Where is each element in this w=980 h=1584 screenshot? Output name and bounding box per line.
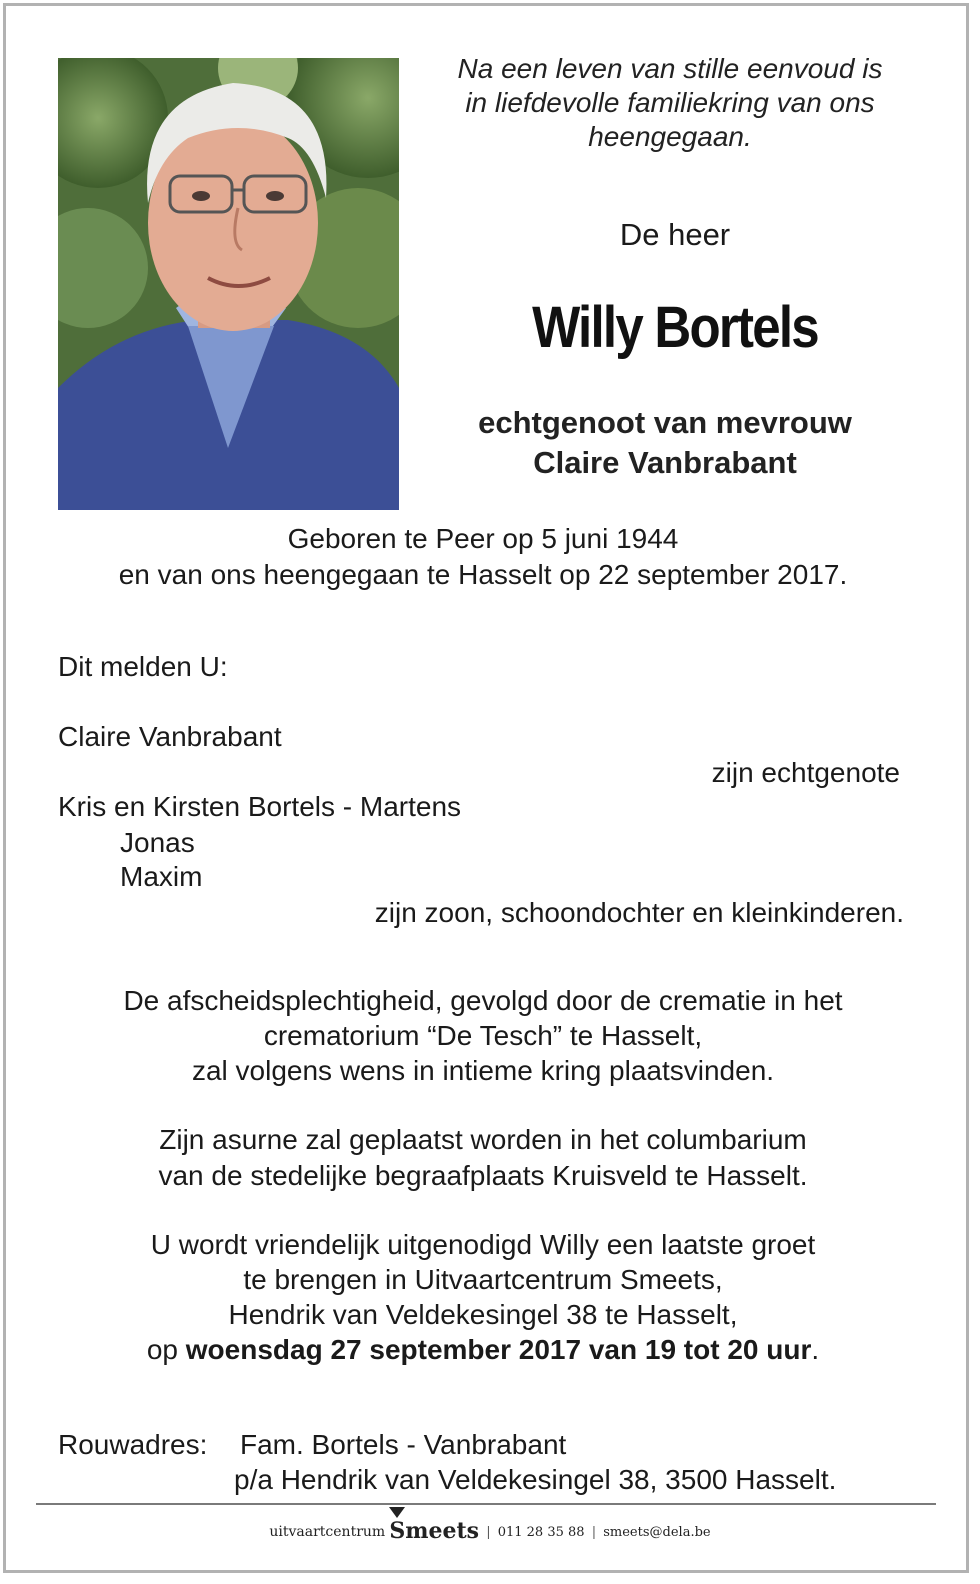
honorific: De heer xyxy=(619,217,731,252)
footer xyxy=(0,1518,980,1544)
invitation-line: te brengen in Uitvaartcentrum Smeets, xyxy=(243,1264,723,1295)
family-relation-spouse: zijn echtgenote xyxy=(711,757,900,788)
invitation-text xyxy=(40,1227,926,1367)
invitation-line: U wordt vriendelijk uitgenodigd Willy een laatste groet xyxy=(150,1229,816,1260)
spouse-line xyxy=(420,403,910,483)
ceremony-text xyxy=(40,983,926,1088)
portrait-photo xyxy=(58,58,399,510)
brand-prefix: uitvaartcentrum xyxy=(269,1524,386,1540)
footer-email: smeets@dela.be xyxy=(603,1525,711,1540)
ceremony-line: zal volgens wens in intieme kring plaatsvinden. xyxy=(191,1055,775,1086)
urn-line: Zijn asurne zal geplaatst worden in het columbarium xyxy=(159,1124,807,1155)
address-label: Rouwadres: xyxy=(58,1429,208,1460)
announce-label: Dit melden U: xyxy=(58,651,228,682)
invitation-datetime xyxy=(40,1332,926,1367)
death-line: en van ons heengegaan te Hasselt op 22 september 2017. xyxy=(118,559,848,590)
triangle-marker-icon xyxy=(389,1507,405,1518)
life-dates xyxy=(40,521,926,593)
invitation-line: Hendrik van Veldekesingel 38 te Hasselt, xyxy=(228,1299,738,1330)
separator: | xyxy=(591,1525,597,1540)
deceased-name: Willy Bortels xyxy=(532,295,818,360)
invitation-suffix: . xyxy=(811,1334,820,1365)
family-relation-son: zijn zoon, schoondochter en kleinkinderen. xyxy=(374,897,904,928)
intro-line: Na een leven van stille eenvoud is xyxy=(457,53,883,84)
footer-phone: 011 28 35 88 xyxy=(497,1525,585,1540)
footer-divider xyxy=(36,1503,936,1505)
separator: | xyxy=(486,1525,491,1540)
invitation-date-bold: woensdag 27 september 2017 van 19 tot 20 uur xyxy=(185,1334,812,1365)
intro-line: in liefdevolle familiekring van ons xyxy=(465,87,875,118)
family-name-son: Kris en Kirsten Bortels - Martens xyxy=(58,791,462,822)
intro-line: heengegaan. xyxy=(588,121,752,152)
grandchild-name: Maxim xyxy=(120,861,203,892)
intro-text xyxy=(420,52,920,154)
spouse-relation: echtgenoot van mevrouw xyxy=(478,405,852,440)
invitation-prefix: op xyxy=(146,1334,178,1365)
birth-line: Geboren te Peer op 5 juni 1944 xyxy=(287,523,679,554)
address-line: p/a Hendrik van Veldekesingel 38, 3500 Hasselt. xyxy=(234,1464,837,1495)
grandchild-name: Jonas xyxy=(120,827,195,858)
spouse-name: Claire Vanbrabant xyxy=(533,445,797,480)
ceremony-line: De afscheidsplechtigheid, gevolgd door de crematie in het xyxy=(123,985,843,1016)
urn-text xyxy=(40,1122,926,1194)
ceremony-line: crematorium “De Tesch” te Hasselt, xyxy=(263,1020,703,1051)
address-line: Fam. Bortels - Vanbrabant xyxy=(240,1429,567,1460)
family-name-spouse: Claire Vanbrabant xyxy=(58,721,282,752)
urn-line: van de stedelijke begraafplaats Kruisveld te Hasselt. xyxy=(158,1160,808,1191)
brand-name: Smeets xyxy=(389,1518,480,1544)
